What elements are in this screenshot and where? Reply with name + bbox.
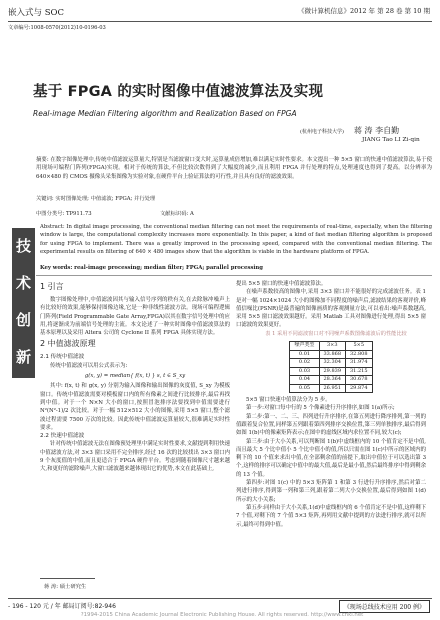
footnote-divider [40,578,95,579]
paper-title-english: Real-image Median Filtering algorithm and Realization Based on FPGA [33,109,297,118]
table-header-cell: 3×3 [319,342,346,351]
paragraph: 第三步:由于大小关系,可以判断图 1(b)中虚线框内的 10 个值肯定不是中值,而且最大 5 个比中值小 5 个比中值小的值,所以只需在图 1(c)中所示的区域内的剩下的 10 个值来求出中值,在全部剩余值的前提下,取出中值位于可以选出第 3 个,这样的排序可以确定中值中的最大值,最后是最小值,然后最终排序中得到剩余的 13 个值。 [236,438,426,478]
paragraph: 在噪声系数较高的图像中,采用 3×3 窗口并不能很好的完成滤波任务。表 1 是对一幅 1024×1024 大小的图像加不同程度的噪声后,滤波结果的客观评价,峰值信噪比(PSNR)是最普遍的图像画质的客观测量方法,可以看出:噪声系数越高,采用 5×5 窗口滤波效果越好。采用 Matlab 工具对图像进行处理,得出 5×5 窗口滤波的效果更好。 [236,289,426,329]
table-cell: 0.03 [290,367,319,376]
document-code: 文献标识码: A [160,211,194,217]
authors: 蒋 涛 李自勤 [354,126,400,135]
table-cell: 29.839 [319,367,346,376]
paragraph: 第一步:对窗口每中行的 5 个像素进行升序排序,如图 1(a)所示; [246,405,395,412]
table-row [290,376,372,385]
page-info: - 196 - 120 元 / 年 邮局订阅号:82-946 [8,603,116,610]
table-row [290,350,372,359]
paragraph: 第二步:第一、二、三、四列进行升序排序,在第五列进行降序排列,第一列的值跟着复合位置,同样第五列跟着第四列排序交换位置,第三列单独排序,最后得到如图 1(b)中的像素矩阵表示;在图中的虚线区域内求位置不同,较大(c); [236,413,426,437]
table-row [290,384,372,393]
paragraph: 5×5 窗口快速中值算法分为 5 步。 [246,397,331,404]
subsection-heading: 2.2 快速中值滤波 [40,433,85,440]
left-column [40,280,230,474]
formula: g(x, y) = median{ f(x, t) } s, t ∈ S_xy [84,373,186,380]
table-cell: 28.364 [319,376,346,385]
paragraph: 传统中值滤波可以用公式表示为: [50,362,128,369]
table-cell: 30.678 [346,376,373,385]
abstract-chinese: 摘要: 在数字图像处理中,传统中值滤波运算量大,特别是当滤波窗口变大时,运算量成倍增加,难以满足实时性要求。本文提出一种 5×5 窗口的快速中值滤波算法,易于使用现场可编程门阵列(FPGA)实现。相对于传统的算法,不但比较次数得到了大幅度的减少,而且利用 FPGA 并行处理的特点,处理速度也得到了提高。以分辨率为 640×480 的 CMOS 摄像头采集图像为实验对象,在硬件平台上验证算法的可行性,并且具有良好的滤波效果。 [36,157,432,180]
footer-divider [8,598,432,599]
table-cell: 33.868 [319,350,346,359]
authors-english: JIANG Tao LI Zi-qin [362,137,420,143]
comparison-table [289,341,372,393]
table-cell: 31.974 [346,359,373,368]
footnote: 蒋 涛: 硕士研究生 [44,584,87,590]
header-journal: 《微计算机信息》2012 年 第 28 卷 第 10 期 [297,7,430,15]
paragraph: 针对传统中值滤波无法在图像预处理里中满足实时性要求,文献提到利用快速中值滤波方法,对 3×3 窗口采用不完全排序,经过 16 次的比较找出 3×3 窗口内 9 个灰度值的中值,而且更适合于 FPGA 硬件平台。考虑到随着图像尺寸越来越大,和更好的滤除噪声,大窗口滤波越来越体现出它的优势,本文在此基础上, [40,441,230,473]
paragraph: 数字图像处理中,中值滤波因其与输入信号序列的秩有关,在去除脉冲噪声上有比较好的效果,能够保持图像边缘,它是一种非线性滤波方法。现场可编程逻辑门阵列(Field Programmable Gate Array,FPGA)以其在数字信号处理中的应用,将逐渐成为前端信号处理的主流。本文论述了一种实时图像中值滤波算法的基本原理以及采用 Altera 公司的 Cyclone II 系列 FPGA 具体实现方法。 [40,297,230,337]
sidebar-char: 新 [15,348,31,366]
table-cell: 0.02 [290,359,319,368]
document-id: 文章编号:1008-0570(2012)10-0196-03 [8,25,106,31]
header-divider [8,21,432,22]
section-heading: 1 引言 [40,282,64,291]
paragraph: 其中: f(x, t) 和 g(x, y) 分别为输入图像和输出图像的灰度值, S_xy 为模板窗口。传统中值滤波需要对模板窗口内的所有像素之间进行比较排序,最后再找到中值。对于一个 N×N 大小的窗口,按照冒泡排序法要找到中值需要进行 N²(N²-1)/2 次比较。对于一幅 512×512 大小的图像,采用 5×5 窗口,整个滤波过程需要 7500 万次的比较。因此传统中值滤波运算量较大,很难满足实时性要求。 [40,383,230,431]
table-cell: 0.05 [290,384,319,393]
table-cell: 31.215 [346,367,373,376]
table-caption: 表 1 采用不同滤波窗口对不同噪声系数图像滤波后的性能比较 [265,330,407,337]
table-header-cell: 5×5 [346,342,373,351]
paragraph: 第五步:同样由于大小关系,1(d)中虚线框内的 6 个值肯定不是中值,这样剩下 7 个值,对剩下的 7 个值 5×3 矩阵,再列用文献中提到的方法进行排序,就可以所示,最终可得到中值。 [236,504,426,528]
sidebar-char: 技 [15,237,31,255]
keywords-english: Key words: real-image processing; median filter; FPGA; parallel processing [40,265,263,271]
classification-number: 中图分类号: TP911.73 [36,211,92,217]
table-cell: 29.874 [346,384,373,393]
journal-ad-box: 《现场总线技术应用 200 例》 [339,600,430,613]
table-cell: 32.808 [346,350,373,359]
abstract-english: Abstract: In digital image processing, the conventional median filtering can not meet the requirements of real-time, especially, when the filtering window is large, the computational complexity increases more exponentially. In this paper, a kind of fast median filtering algorithm is proposed for using FPGA to implement. There was a greatly improved in the processing speed, compared with the conventional median filtering. The experimental results on filtering of 640 × 480 images show that the algorithm is viable in the hardware platform of FPGA. [40,224,432,255]
paragraph: 第四步:对图 1(c) 中的 5×3 矩阵第 1 和第 3 行进行升序排序,然后对第二列进行排序,得到第一列和第三列,跟着第二列大小交换位置,最后得到如图 1(d)所示的大小关系; [236,480,426,503]
section-sidebar-label [12,228,35,378]
affiliation: (杭州电子科技大学) [300,129,344,135]
subsection-heading: 2.1 传统中值滤波 [40,354,85,361]
table-cell: 0.04 [290,376,319,385]
paper-title: 基于 FPGA 的实时图像中值滤波算法及实现 [33,84,324,100]
table-header-row [290,342,372,351]
right-column [236,280,426,529]
table-row [290,359,372,368]
copyright-notice: ?1994-2015 China Academic Journal Electronic Publishing House. All rights reserved. http://www.cnki.net [80,612,364,618]
keywords-chinese: 关键词: 实时图像处理; 中值滤波; FPGA; 并行处理 [36,196,156,202]
table-cell: 32.304 [319,359,346,368]
table-header-cell: 噪声类型 [290,342,319,351]
table-cell: 26.951 [319,384,346,393]
sidebar-char: 创 [15,311,31,329]
table-row [290,367,372,376]
abstract-divider [36,275,432,276]
section-heading: 2 中值滤波原理 [40,339,96,349]
header-section: 嵌入式与 SOC [8,8,64,18]
sidebar-char: 术 [15,274,31,292]
paragraph: 提出 5×5 窗口的快速中值滤波算法。 [236,281,327,287]
table-cell: 0.01 [290,350,319,359]
